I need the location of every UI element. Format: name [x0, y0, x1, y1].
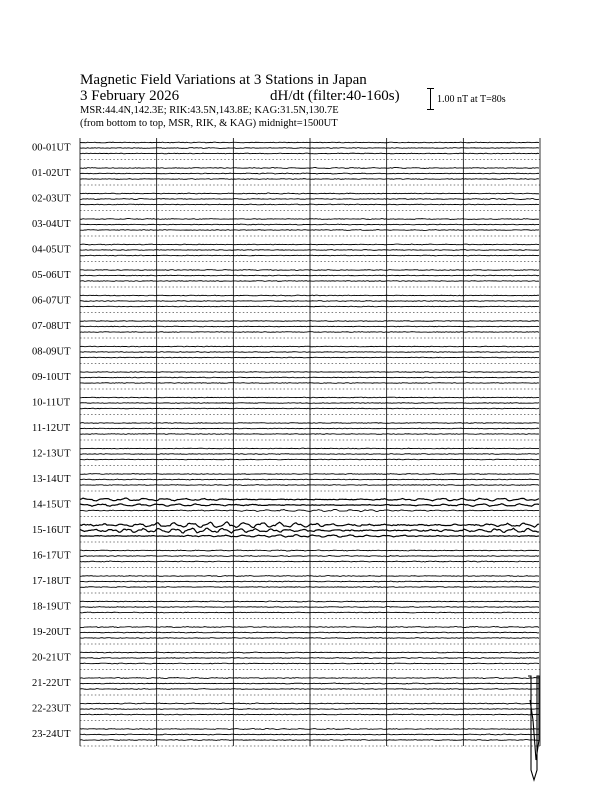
- trace-MSR: [80, 740, 539, 741]
- trace-MSR: [80, 663, 539, 664]
- trace-KAG: [80, 703, 539, 704]
- trace-KAG: [80, 448, 539, 449]
- hour-label: 02-03UT: [32, 193, 71, 205]
- trace-MSR: [80, 179, 539, 180]
- trace-RIK: [80, 708, 539, 709]
- trace-MSR: [80, 509, 539, 511]
- hour-label: 09-10UT: [32, 372, 71, 383]
- trace-RIK: [80, 199, 539, 200]
- trace-KAG: [80, 522, 539, 528]
- trace-RIK: [80, 581, 539, 582]
- hour-label: 07-08UT: [32, 321, 71, 332]
- trace-KAG: [80, 167, 539, 168]
- trace-KAG: [80, 193, 539, 194]
- trace-RIK: [80, 250, 539, 251]
- hour-row-11-12UT: [32, 423, 540, 440]
- hour-label: 14-15UT: [32, 499, 71, 511]
- trace-RIK: [80, 224, 539, 225]
- trace-MSR: [80, 332, 539, 333]
- trace-MSR: [80, 535, 539, 538]
- trace-KAG: [80, 346, 539, 347]
- hour-row-21-22UT: [32, 678, 540, 695]
- trace-MSR: [80, 306, 539, 307]
- chart-title: Magnetic Field Variations at 3 Stations in Japan: [80, 72, 367, 88]
- trace-RIK: [80, 377, 539, 378]
- trace-KAG: [80, 728, 539, 729]
- trace-RIK: [80, 658, 539, 659]
- trace-RIK: [80, 403, 539, 404]
- trace-MSR: [80, 612, 539, 613]
- trace-RIK: [80, 326, 539, 327]
- hour-label: 06-07UT: [32, 295, 71, 307]
- hour-row-04-05UT: [32, 244, 540, 261]
- hour-label: 15-16UT: [32, 525, 71, 536]
- hour-label: 05-06UT: [32, 270, 71, 281]
- trace-RIK: [80, 301, 539, 302]
- trace-RIK: [80, 555, 539, 556]
- hour-label: 04-05UT: [32, 244, 71, 256]
- trace-RIK: [80, 607, 539, 608]
- hour-label: 18-19UT: [32, 601, 71, 613]
- hour-label: 01-02UT: [32, 168, 71, 179]
- hour-row-01-02UT: [32, 167, 540, 185]
- trace-KAG: [80, 372, 539, 373]
- hour-label: 20-21UT: [32, 652, 71, 664]
- trace-RIK: [80, 454, 539, 455]
- trace-RIK: [80, 683, 539, 684]
- trace-MSR: [80, 714, 539, 715]
- trace-KAG: [80, 601, 539, 602]
- trace-MSR: [80, 230, 539, 231]
- hour-row-15-16UT: [32, 522, 540, 542]
- trace-MSR: [80, 281, 539, 282]
- hour-label: 10-11UT: [32, 397, 71, 409]
- trace-MSR: [80, 204, 539, 205]
- trace-KAG: [80, 576, 539, 577]
- trace-RIK: [80, 275, 539, 276]
- trace-MSR: [80, 408, 539, 409]
- hour-row-00-01UT: [32, 142, 540, 159]
- hour-row-10-11UT: [32, 397, 540, 414]
- trace-KAG: [80, 474, 539, 475]
- trace-MSR: [80, 255, 539, 256]
- hour-label: 19-20UT: [32, 627, 71, 638]
- trace-MSR: [80, 459, 539, 460]
- trace-KAG: [80, 550, 539, 551]
- hour-row-08-09UT: [32, 346, 540, 363]
- trace-KAG: [80, 498, 539, 501]
- trace-RIK: [80, 528, 539, 533]
- hour-row-18-19UT: [32, 601, 540, 619]
- hour-row-12-13UT: [32, 448, 540, 465]
- trace-MSR: [80, 153, 539, 154]
- hour-row-19-20UT: [32, 626, 540, 644]
- hour-row-20-21UT: [32, 652, 540, 669]
- trace-RIK: [80, 734, 539, 735]
- station-coordinates: MSR:44.4N,142.3E; RIK:43.5N,143.8E; KAG:31.5N,130.7E: [80, 105, 339, 116]
- hour-label: 16-17UT: [32, 550, 71, 562]
- trace-MSR: [80, 485, 539, 486]
- trace-MSR: [80, 434, 539, 435]
- trace-RIK: [80, 479, 539, 480]
- hour-row-14-15UT: [32, 498, 540, 516]
- hour-label: 00-01UT: [32, 142, 71, 154]
- trace-RIK: [80, 173, 539, 174]
- trace-KAG: [80, 321, 539, 322]
- trace-RIK: [80, 148, 539, 149]
- chart-date: 3 February 2026: [80, 88, 180, 104]
- hour-label: 17-18UT: [32, 576, 71, 587]
- trace-RIK: [80, 504, 539, 507]
- hour-label: 13-14UT: [32, 474, 71, 485]
- trace-KAG: [80, 626, 539, 627]
- hour-row-23-24UT: [32, 728, 540, 746]
- trace-spike: [528, 676, 539, 780]
- hour-label: 08-09UT: [32, 346, 71, 358]
- minute-gridlines: [80, 138, 540, 746]
- hour-label: 22-23UT: [32, 703, 71, 715]
- hour-row-13-14UT: [32, 474, 540, 491]
- hour-label: 03-04UT: [32, 219, 71, 230]
- trace-MSR: [80, 561, 539, 562]
- trace-RIK: [80, 428, 539, 429]
- trace-MSR: [80, 689, 539, 690]
- trace-RIK: [80, 352, 539, 353]
- trace-KAG: [80, 295, 539, 296]
- hour-row-09-10UT: [32, 372, 540, 389]
- hour-row-05-06UT: [32, 270, 540, 287]
- trace-KAG: [80, 423, 539, 424]
- trace-KAG: [80, 244, 539, 245]
- hour-label: 12-13UT: [32, 448, 71, 460]
- station-order-note: (from bottom to top, MSR, RIK, & KAG) midnight=1500UT: [80, 118, 338, 129]
- hour-row-03-04UT: [32, 218, 540, 236]
- trace-KAG: [80, 270, 539, 271]
- hour-label: 21-22UT: [32, 678, 71, 689]
- trace-MSR: [80, 383, 539, 384]
- hour-row-07-08UT: [32, 321, 540, 338]
- scale-label: 1.00 nT at T=80s: [437, 94, 506, 105]
- trace-KAG: [80, 678, 539, 679]
- trace-KAG: [80, 397, 539, 398]
- trace-MSR: [80, 357, 539, 358]
- trace-KAG: [80, 652, 539, 653]
- hour-row-17-18UT: [32, 576, 540, 593]
- chart-quantity: dH/dt (filter:40-160s): [270, 88, 400, 104]
- hour-row-16-17UT: [32, 550, 540, 568]
- hour-label: 23-24UT: [32, 729, 71, 740]
- hour-label: 11-12UT: [32, 423, 71, 434]
- trace-RIK: [80, 632, 539, 633]
- trace-KAG: [80, 142, 539, 143]
- hour-row-02-03UT: [32, 193, 540, 211]
- hour-row-06-07UT: [32, 295, 540, 312]
- trace-MSR: [80, 638, 539, 639]
- trace-MSR: [80, 587, 539, 588]
- hour-row-22-23UT: [32, 703, 540, 721]
- trace-KAG: [80, 218, 539, 219]
